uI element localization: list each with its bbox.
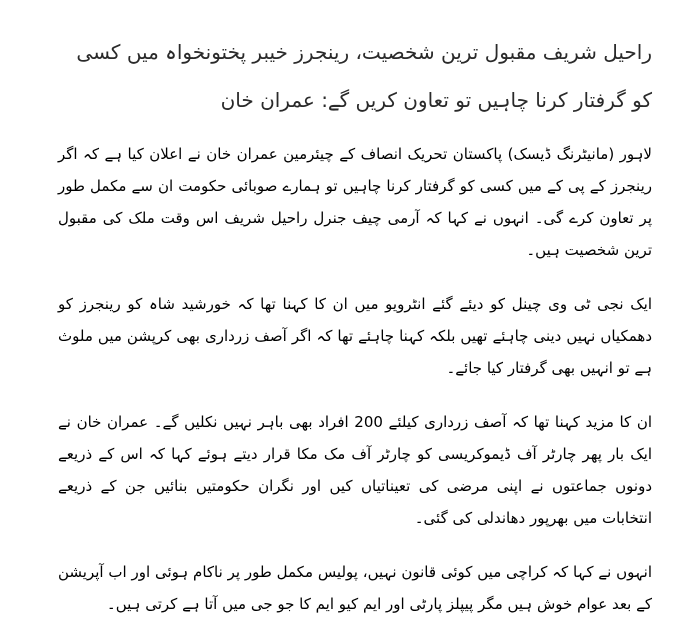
article-headline: راحیل شریف مقبول ترین شخصیت، رینجرز خیبر پختونخواہ میں کسی کو گرفتار کرنا چاہیں تو تعاون کریں گے: عمران خان [76,40,652,112]
article-paragraph-4: انہوں نے کہا کہ کراچی میں کوئی قانون نہیں، پولیس مکمل طور پر ناکام ہوئی اور اب آپریشن کے بعد عوام خوش ہیں مگر پیپلز پارٹی اور ایم کیو ایم کا جو جی میں آتا ہے کرتی ہیں۔ [58,563,652,613]
article-paragraph-1: لاہور (مانیٹرنگ ڈیسک) پاکستان تحریک انصاف کے چیئرمین عمران خان نے اعلان کیا ہے کہ اگر رینجرز کے پی کے میں کسی کو گرفتار کرنا چاہیں تو ہمارے صوبائی حکومت ان سے مکمل طور پر تعاون کرے گی۔ انہوں نے کہا کہ آرمی چیف جنرل راحیل شریف اس وقت ملک کی مقبول ترین شخصیت ہیں۔ [58,145,652,259]
article-paragraph-2: ایک نجی ٹی وی چینل کو دیئے گئے انٹرویو میں ان کا کہنا تھا کہ خورشید شاہ کو رینجرز کو دھمکیاں نہیں دینی چاہئے تھیں بلکہ کہنا چاہئے تھا کہ اگر آصف زرداری بھی کرپشن میں ملوث ہے تو انہیں بھی گرفتار کیا جائے۔ [58,295,652,377]
article-paragraph-3: ان کا مزید کہنا تھا کہ آصف زرداری کیلئے 200 افراد بھی باہر نہیں نکلیں گے۔ عمران خان نے ایک بار پھر چارٹر آف ڈیموکریسی کو چارٹر آف مک مکا قرار دیتے ہوئے کہا کہ اس کے ذریعے دونوں جماعتوں نے اپنی مرضی کی تعیناتیاں کیں اور نگران حکومتیں بنائیں جن کے ذریعے انتخابات میں بھرپور دھاندلی کی گئی۔ [58,413,652,527]
